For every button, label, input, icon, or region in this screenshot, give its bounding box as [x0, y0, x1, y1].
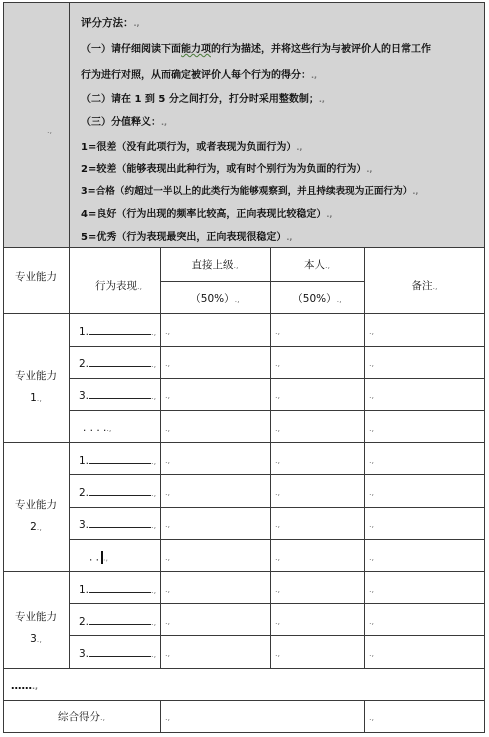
- divider: [69, 346, 485, 347]
- divider: [270, 247, 271, 668]
- evaluation-form: [3, 2, 485, 733]
- divider: [69, 635, 485, 636]
- total-remarks-cell[interactable]: .,: [369, 713, 375, 722]
- header-behavior: 行为表现.,: [95, 280, 143, 292]
- behavior-item[interactable]: 3. .,: [79, 519, 157, 531]
- header-ability: 专业能力: [15, 271, 57, 283]
- divider: [3, 442, 485, 443]
- score-cell[interactable]: .,: [369, 520, 375, 529]
- score-cell[interactable]: .,: [369, 649, 375, 658]
- divider: [3, 247, 485, 248]
- header-remarks: 备注.,: [411, 280, 438, 292]
- divider: [69, 410, 485, 411]
- header-superior: 直接上级.,: [191, 259, 239, 271]
- divider: [160, 281, 364, 282]
- behavior-item[interactable]: . . .,: [89, 551, 109, 564]
- score-cell[interactable]: .,: [275, 617, 281, 626]
- behavior-item[interactable]: 3. .,: [79, 390, 157, 402]
- score-cell[interactable]: .,: [275, 327, 281, 336]
- method-line-3: （二）请在 1 到 5 分之间打分，打分时采用整数制；.,: [81, 94, 325, 105]
- more-rows-indicator: …….,: [11, 680, 39, 692]
- score-definition-3: 3=合格（约超过一半以上的此类行为能够观察到，并且持续表现为正面行为）.,: [81, 186, 419, 197]
- divider: [160, 247, 161, 668]
- divider: [69, 2, 70, 668]
- score-cell[interactable]: .,: [165, 391, 171, 400]
- score-definition-5: 5=优秀（行为表现最突出，正向表现很稳定）.,: [81, 232, 293, 243]
- score-cell[interactable]: .,: [165, 424, 171, 433]
- divider: [69, 603, 485, 604]
- total-score-label: 综合得分.,: [57, 711, 106, 723]
- divider: [3, 571, 485, 572]
- score-cell[interactable]: .,: [369, 359, 375, 368]
- divider: [160, 700, 161, 733]
- divider: [69, 539, 485, 540]
- score-cell[interactable]: .,: [275, 359, 281, 368]
- behavior-item[interactable]: 2. .,: [79, 487, 157, 499]
- behavior-item[interactable]: . . . ..,: [83, 422, 112, 434]
- score-cell[interactable]: .,: [165, 488, 171, 497]
- divider: [3, 313, 485, 314]
- header-self-weight: （50%）.,: [292, 293, 342, 305]
- divider: [3, 668, 485, 669]
- behavior-item[interactable]: 1. .,: [79, 455, 157, 467]
- score-cell[interactable]: .,: [369, 585, 375, 594]
- divider: [364, 700, 365, 733]
- score-cell[interactable]: .,: [369, 488, 375, 497]
- group-label-3: 专业能力 3.,: [15, 611, 57, 645]
- behavior-item[interactable]: 1. .,: [79, 584, 157, 596]
- score-cell[interactable]: .,: [275, 391, 281, 400]
- score-definition-2: 2=较差（能够表现出此种行为，或有时个别行为为负面的行为）.,: [81, 164, 373, 175]
- method-line-4: （三）分值释义：.,: [81, 117, 168, 128]
- score-cell[interactable]: .,: [369, 391, 375, 400]
- total-score-cell[interactable]: .,: [165, 713, 171, 722]
- behavior-item[interactable]: 2. .,: [79, 616, 157, 628]
- behavior-item[interactable]: 3. .,: [79, 648, 157, 660]
- divider: [3, 700, 485, 701]
- score-definition-1: 1=很差（没有此项行为，或者表现为负面行为）.,: [81, 142, 303, 153]
- score-cell[interactable]: .,: [275, 585, 281, 594]
- method-title: 评分方法：.,: [81, 17, 140, 29]
- header-self: 本人.,: [303, 259, 331, 271]
- score-definition-4: 4=良好（行为出现的频率比较高，正向表现比较稳定）.,: [81, 209, 333, 220]
- header-superior-weight: （50%）.,: [190, 293, 240, 305]
- score-cell[interactable]: .,: [275, 553, 281, 562]
- score-cell[interactable]: .,: [369, 553, 375, 562]
- score-cell[interactable]: .,: [165, 617, 171, 626]
- cell-mark: .,: [47, 126, 53, 135]
- group-label-2: 专业能力 2.,: [15, 499, 57, 533]
- divider: [69, 507, 485, 508]
- table-border: [3, 2, 485, 733]
- score-cell[interactable]: .,: [369, 456, 375, 465]
- score-cell[interactable]: .,: [165, 456, 171, 465]
- divider: [364, 247, 365, 668]
- score-cell[interactable]: .,: [275, 424, 281, 433]
- method-line-2: 行为进行对照，从而确定被评价人每个行为的得分：.,: [81, 70, 318, 81]
- score-cell[interactable]: .,: [165, 553, 171, 562]
- score-cell[interactable]: .,: [165, 359, 171, 368]
- score-cell[interactable]: .,: [165, 585, 171, 594]
- score-cell[interactable]: .,: [369, 424, 375, 433]
- score-cell[interactable]: .,: [275, 649, 281, 658]
- method-line-1: （一）请仔细阅读下面能力项的行为描述，并将这些行为与被评价人的日常工作: [81, 44, 431, 55]
- score-cell[interactable]: .,: [275, 456, 281, 465]
- behavior-item[interactable]: 1. .,: [79, 326, 157, 338]
- divider: [69, 378, 485, 379]
- score-cell[interactable]: .,: [275, 520, 281, 529]
- score-cell[interactable]: .,: [165, 649, 171, 658]
- score-cell[interactable]: .,: [369, 617, 375, 626]
- score-cell[interactable]: .,: [165, 327, 171, 336]
- behavior-item[interactable]: 2. .,: [79, 358, 157, 370]
- score-cell[interactable]: .,: [369, 327, 375, 336]
- score-cell[interactable]: .,: [275, 488, 281, 497]
- divider: [69, 474, 485, 475]
- score-cell[interactable]: .,: [165, 520, 171, 529]
- group-label-1: 专业能力 1.,: [15, 370, 57, 404]
